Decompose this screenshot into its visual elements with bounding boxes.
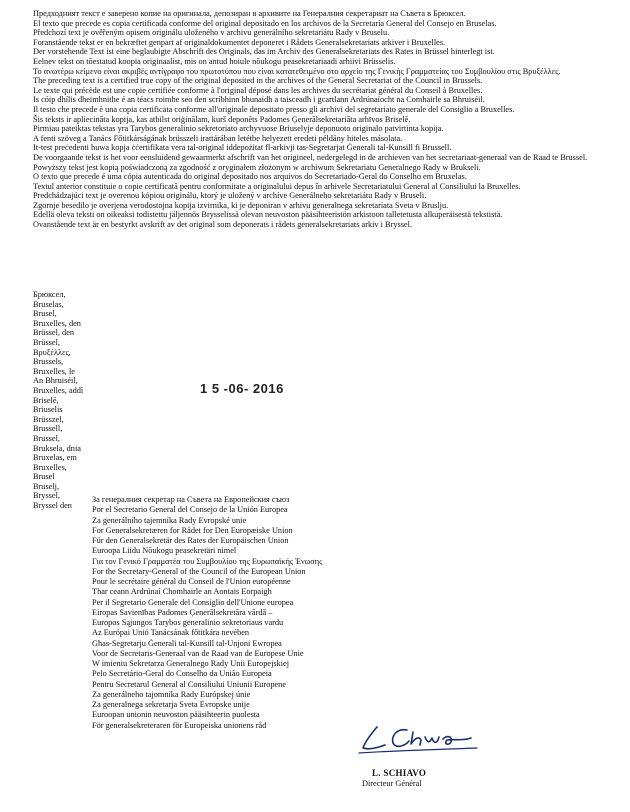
certification-line-en: The preceding text is a certified true copy of the original deposited in the archives of the General Secretariat of the Council in Brussels. bbox=[33, 76, 483, 86]
on-behalf-line: За генералния секретар на Съвета на Европейския съюз bbox=[92, 495, 290, 504]
place-name: Bruxelles, le bbox=[33, 366, 75, 376]
on-behalf-line: Za generálneho tajomníka Rady Európskej únie bbox=[92, 689, 251, 699]
handwritten-signature bbox=[355, 722, 480, 756]
place-name: Brussel, bbox=[33, 433, 60, 443]
on-behalf-line: För generalsekreteraren för Europeiska unionens råd bbox=[92, 720, 267, 730]
place-name: Brusel, bbox=[33, 309, 57, 319]
place-name: Brüsszel, bbox=[33, 414, 64, 424]
certification-line-mt: It-test preċedenti huwa kopja ċċertifikata vera tal-original iddepożitat fl-arkivji tas-Segretarjat Ġenerali tal-Kunsill fi Brussell. bbox=[33, 143, 452, 153]
place-name: Brusel bbox=[33, 472, 55, 482]
certification-line-bg: Предходният текст е заверено копие на оригинала, депозиран в архивите на Генералния секретариат на Съвета в Брюксел. bbox=[33, 9, 466, 18]
certification-line-da: Foranstående tekst er en bekræftet genpart af originaldokumentet deponeret i Rådets Generalsekretariats arkiver i Bruxelles. bbox=[33, 37, 446, 47]
certification-line-fi: Edellä oleva teksti on oikeaksi todistettu jäljennös Brysselissä olevan neuvoston pääsihteeristön arkistoon talletetusta alkuperäisestä tekstistä. bbox=[33, 210, 503, 220]
certification-line-sv: Ovanstående text är en bestyrkt avskrift av det original som deponerats i rådets generalsekretariats arkiv i Bryssel. bbox=[33, 220, 412, 230]
place-name: Брюксел, bbox=[33, 290, 66, 299]
certification-line-de: Der vorstehende Text ist eine beglaubigte Abschrift des Originals, das im Archiv des Generalsekretariats des Rates in Brüssel hinterlegt ist. bbox=[33, 47, 495, 57]
certification-line-es: El texto que precede es copia certificada conforme del original depositado en los archivos de la Secretaría General del Consejo en Bruselas. bbox=[33, 18, 497, 28]
secretary-general-block bbox=[92, 495, 512, 731]
certification-line-pt: O texto que precede é uma cópia autenticada do original depositado nos arquivos do Secretariado-Geral do Conselho em Bruxelas. bbox=[33, 172, 467, 182]
on-behalf-line: Für den Generalsekretär des Rates der Europäischen Union bbox=[92, 536, 289, 545]
certification-line-pl: Powyższy tekst jest kopią poświadczoną za zgodność z oryginałem złożonym w archiwum Sekretariatu Generalnego Rady w Brukseli. bbox=[33, 162, 481, 172]
certification-line-lv: Šis teksts ir apliecināta kopija, kas atbilst oriģinālam, kurš deponēts Padomes Ģenerālsekretariāta arhīvos Briselē. bbox=[33, 114, 411, 124]
signatory-title: Directeur Général bbox=[362, 779, 422, 788]
on-behalf-line: Eiropas Savienības Padomes Ģenerālsekretāra vārdā – bbox=[92, 607, 273, 617]
place-name: Βρυξέλλες, bbox=[33, 347, 71, 357]
on-behalf-line: Για τον Γενικό Γραμματέα του Συμβουλίου της Ευρωπαϊκής Ένωσης bbox=[92, 556, 323, 566]
on-behalf-line: For the Secretary-General of the Council of the European Union bbox=[92, 566, 306, 576]
place-name: Bruselas, bbox=[33, 299, 64, 309]
on-behalf-line: Pelo Secretário-Geral do Conselho da União Europeia bbox=[92, 669, 272, 679]
on-behalf-line: Za generalnega sekretarja Sveta Evropske unije bbox=[92, 700, 250, 709]
on-behalf-line: Voor de Secretaris-Generaal van de Raad van de Europese Unie bbox=[92, 648, 304, 658]
certification-line-sk: Predchádzajúci text je overenou kópiou originálu, ktorý je uložený v archíve Generálneho sekretariátu Rady v Bruseli. bbox=[33, 191, 427, 201]
signatory-name: L. SCHIAVO bbox=[372, 768, 427, 778]
on-behalf-line: Europos Sąjungos Tarybos generalinio sekretoriaus vardu bbox=[92, 618, 284, 627]
place-name: Bruksela, dnia bbox=[33, 443, 81, 453]
certification-line-et: Eelnev tekst on tõestatud koopia originaalist, mis on antud hoiule nõukogu peasekretariaadi arhiivi Brüsselis. bbox=[33, 56, 396, 66]
certification-line-cs: Předchozí text je ověřeným opisem originálu uloženého v archivu generálního sekretariátu Rady v Bruselu. bbox=[33, 28, 390, 38]
place-name: An Bhruiséil, bbox=[33, 376, 78, 386]
certification-line-nl: De voorgaande tekst is het voor eensluidend gewaarmerkt afschrift van het origineel, nedergelegd in de archieven van het secretariaat-generaal van de Raad te Brussel. bbox=[33, 152, 588, 162]
place-name: Bryssel den bbox=[33, 501, 72, 511]
certification-line-it: Il testo che precede è una copia certificata conforme all'originale depositato presso gli archivi del segretariato generale del Consiglio a Bruxelles. bbox=[33, 104, 515, 114]
place-name: Briselē, bbox=[33, 395, 59, 405]
certification-line-el: Το ανωτέρω κείμενο είναι ακριβές αντίγραφο του πρωτοτύπου που είναι κατατεθειμένο στο αρχείο της Γενικής Γραμματείας του Συμβουλίου στις Βρυξέλλες. bbox=[33, 66, 561, 76]
on-behalf-line: Thar ceann Ardrúnaí Chomhairle an Aontais Eorpaigh bbox=[92, 587, 272, 597]
on-behalf-line: Za generálního tajemníka Rady Evropské unie bbox=[92, 515, 247, 525]
place-name: Bruxelles, den bbox=[33, 318, 81, 328]
certification-statements bbox=[33, 9, 613, 230]
place-name: Brüssel, den bbox=[33, 328, 75, 338]
place-name: Bruxelles, bbox=[33, 462, 67, 472]
on-behalf-line: W imieniu Sekretarza Generalnego Rady Unii Europejskiej bbox=[92, 659, 290, 668]
on-behalf-line: Euroopan unionin neuvoston pääsihteerin puolesta bbox=[92, 710, 260, 720]
place-name: Brüssel, bbox=[33, 337, 60, 347]
place-name: Bruselj, bbox=[33, 481, 60, 491]
certification-line-sl: Zgornje besedilo je overjena verodostojna kopija izvirnika, ki je deponiran v arhivu generalnega sekretariata Sveta v Bruslju. bbox=[33, 200, 449, 210]
certification-line-fr: Le texte qui précède est une copie certifiée conforme à l'original déposé dans les archives du secrétariat général du Conseil à Bruxelles. bbox=[33, 85, 483, 95]
on-behalf-line: For Generalsekretæren for Rådet for Den Europæiske Union bbox=[92, 525, 293, 535]
place-name: Bruxelas, em bbox=[33, 453, 77, 463]
on-behalf-line: Az Európai Unió Tanácsának főtitkára nevében bbox=[92, 628, 250, 638]
place-name: Briuselis bbox=[33, 405, 63, 415]
place-name: Bruxelles, addì bbox=[33, 385, 84, 395]
certification-line-ga: Is cóip dhílis dheimhnithe é an téacs roimhe seo den scríbhinn bhunaidh a taisceadh i gcartlann Ardrúnaíocht na Comhairle sa Bhruiséil. bbox=[33, 95, 485, 105]
place-names-list bbox=[33, 290, 113, 511]
place-name: Bryssel, bbox=[33, 491, 60, 501]
place-name: Brussels, bbox=[33, 357, 64, 367]
on-behalf-line: Por el Secretario General del Consejo de la Unión Europea bbox=[92, 505, 288, 515]
on-behalf-line: Pour le secrétaire général du Conseil de l'Union européenne bbox=[92, 577, 291, 586]
on-behalf-line: Għas-Segretarju Ġenerali tal-Kunsill tal-Unjoni Ewropea bbox=[92, 638, 282, 648]
certification-line-lt: Pirmiau pateiktas tekstas yra Tarybos generalinio sekretoriato archyvuose Briuselyje deponuoto originalo patvirtinta kopija. bbox=[33, 124, 444, 134]
certification-line-hu: A fenti szöveg a Tanács Főtitkárságának brüsszeli irattárában letétbe helyezett eredeti példány hiteles másolata. bbox=[33, 133, 403, 143]
on-behalf-line: Per il Segretario Generale del Consiglio dell'Unione europea bbox=[92, 597, 294, 607]
on-behalf-line: Euroopa Liidu Nõukogu peasekretäri nimel bbox=[92, 546, 237, 556]
on-behalf-line: Pentru Secretarul General al Consiliului Uniunii Europene bbox=[92, 679, 287, 689]
place-name: Brussell, bbox=[33, 424, 63, 434]
certification-line-ro: Textul anterior constituie o copie certificată pentru conformitate a originalului depus în arhivele Secretariatului General al Consiliului la Bruxelles. bbox=[33, 181, 521, 191]
date-stamp: 1 5 -06- 2016 bbox=[200, 381, 284, 396]
